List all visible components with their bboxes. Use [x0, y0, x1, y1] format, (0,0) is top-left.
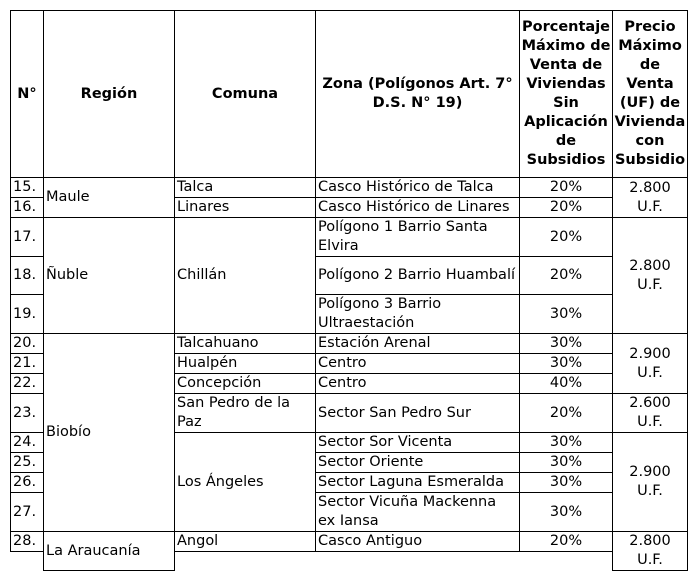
row-number: 24. — [11, 433, 44, 453]
comuna-cell: Angol — [175, 532, 316, 552]
header-comuna: Comuna — [175, 11, 316, 178]
percent-cell: 30% — [520, 453, 613, 473]
table-row — [11, 178, 688, 198]
row-number: 21. — [11, 354, 44, 374]
zona-cell: Sector Sor Vicenta — [316, 433, 520, 453]
region-cell: Ñuble — [44, 218, 175, 334]
row-number: 16. — [11, 198, 44, 218]
zona-cell: Casco Histórico de Talca — [316, 178, 520, 198]
region-cell: Biobío — [44, 334, 175, 532]
price-cell: 2.800 U.F. — [613, 218, 688, 334]
price-cell: 2.900 U.F. — [613, 334, 688, 394]
zona-cell: Polígono 3 Barrio Ultraestación — [316, 295, 520, 334]
zona-cell: Polígono 1 Barrio Santa Elvira — [316, 218, 520, 257]
empty-cell — [520, 552, 613, 571]
header-num: N° — [11, 11, 44, 178]
comuna-cell: Chillán — [175, 218, 316, 334]
percent-cell: 30% — [520, 473, 613, 493]
zona-cell: Sector Vicuña Mackenna ex Iansa — [316, 493, 520, 532]
percent-cell: 30% — [520, 433, 613, 453]
zona-cell: Polígono 2 Barrio Huambalí — [316, 257, 520, 295]
price-cell: 2.600 U.F. — [613, 394, 688, 433]
zona-cell: Casco Antiguo — [316, 532, 520, 552]
comuna-cell: Los Ángeles — [175, 433, 316, 532]
row-number: 28. — [11, 532, 44, 552]
row-number: 17. — [11, 218, 44, 257]
zona-cell: Estación Arenal — [316, 334, 520, 354]
header-region: Región — [44, 11, 175, 178]
zona-cell: Casco Histórico de Linares — [316, 198, 520, 218]
zona-cell: Centro — [316, 354, 520, 374]
percent-cell: 40% — [520, 374, 613, 394]
table-row — [11, 218, 688, 257]
zona-cell: Sector Oriente — [316, 453, 520, 473]
price-cell: 2.800 U.F. — [613, 178, 688, 218]
zona-cell: Centro — [316, 374, 520, 394]
row-number: 19. — [11, 295, 44, 334]
row-number: 18. — [11, 257, 44, 295]
region-cell: La Araucanía — [44, 532, 175, 571]
empty-cell — [11, 552, 44, 571]
header-porcentaje: Porcentaje Máximo de Venta de Viviendas Sin Aplicación de Subsidios — [520, 11, 613, 178]
percent-cell: 20% — [520, 532, 613, 552]
percent-cell: 30% — [520, 354, 613, 374]
empty-cell — [316, 552, 520, 571]
comuna-cell: San Pedro de la Paz — [175, 394, 316, 433]
comuna-cell: Linares — [175, 198, 316, 218]
comuna-cell: Talca — [175, 178, 316, 198]
percent-cell: 30% — [520, 334, 613, 354]
row-number: 25. — [11, 453, 44, 473]
percent-cell: 20% — [520, 178, 613, 198]
price-cell: 2.800 U.F. — [613, 532, 688, 571]
empty-cell — [175, 552, 316, 571]
row-number: 20. — [11, 334, 44, 354]
header-row — [11, 11, 688, 178]
comuna-cell: Hualpén — [175, 354, 316, 374]
housing-price-table — [10, 10, 688, 571]
row-number: 22. — [11, 374, 44, 394]
percent-cell: 30% — [520, 295, 613, 334]
table-row — [11, 334, 688, 354]
percent-cell: 20% — [520, 257, 613, 295]
row-number: 26. — [11, 473, 44, 493]
row-number: 15. — [11, 178, 44, 198]
header-zona: Zona (Polígonos Art. 7° D.S. N° 19) — [316, 11, 520, 178]
percent-cell: 20% — [520, 218, 613, 257]
table-container — [10, 10, 688, 571]
percent-cell: 20% — [520, 394, 613, 433]
header-precio: Precio Máximo de Venta (UF) de Vivienda con Subsidio — [613, 11, 688, 178]
region-cell: Maule — [44, 178, 175, 218]
zona-cell: Sector San Pedro Sur — [316, 394, 520, 433]
row-number: 23. — [11, 394, 44, 433]
table-row — [11, 532, 688, 552]
comuna-cell: Concepción — [175, 374, 316, 394]
row-number: 27. — [11, 493, 44, 532]
price-cell: 2.900 U.F. — [613, 433, 688, 532]
comuna-cell: Talcahuano — [175, 334, 316, 354]
percent-cell: 20% — [520, 198, 613, 218]
zona-cell: Sector Laguna Esmeralda — [316, 473, 520, 493]
percent-cell: 30% — [520, 493, 613, 532]
